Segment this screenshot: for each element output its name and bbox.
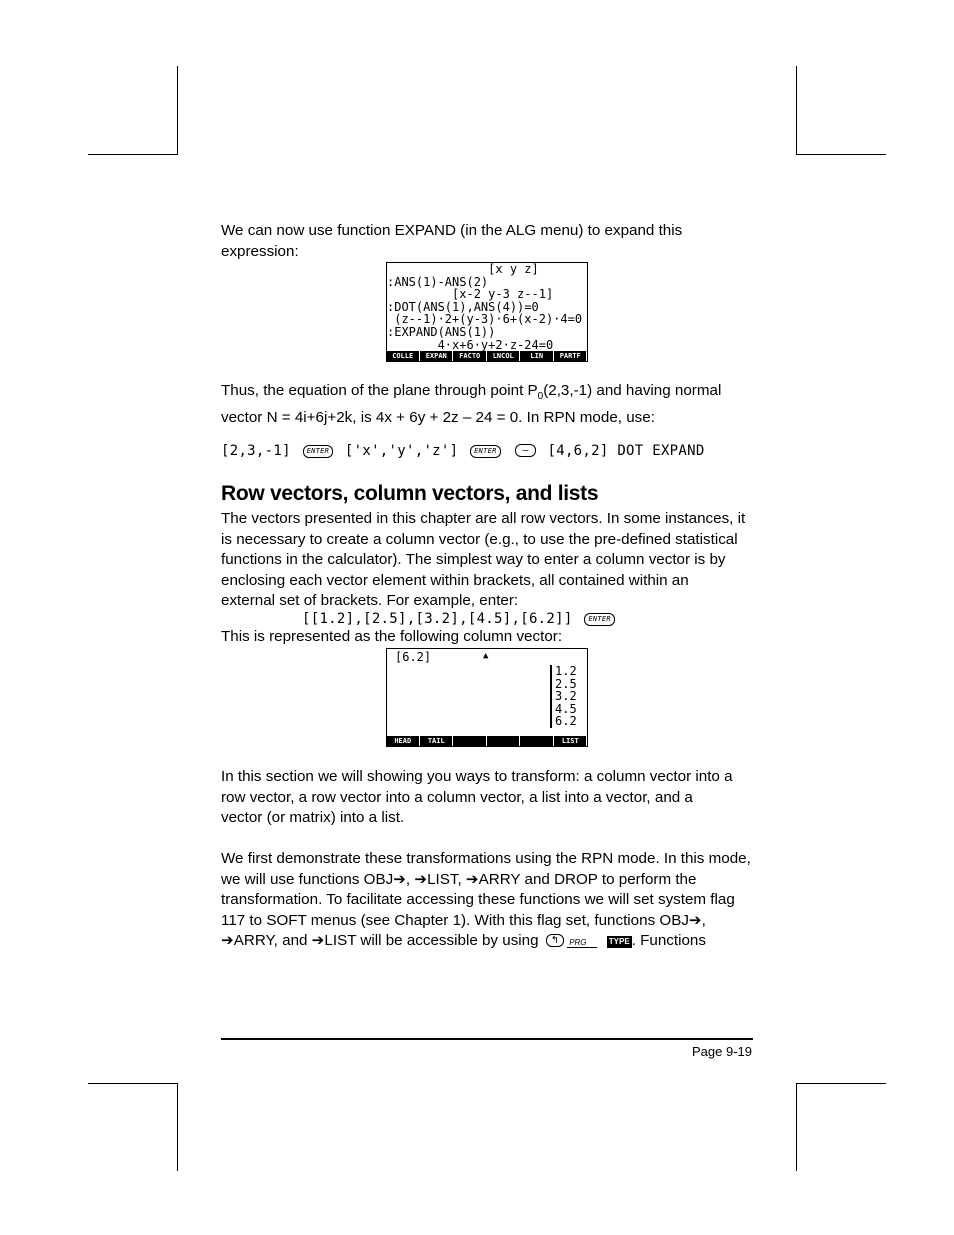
intro-line: expression: bbox=[221, 242, 299, 260]
plane-text: Thus, the equation of the plane through point P bbox=[221, 382, 538, 399]
crop-mark bbox=[796, 66, 797, 155]
column-vector-paragraph bbox=[221, 509, 761, 612]
crop-mark bbox=[796, 1083, 886, 1084]
crop-mark bbox=[88, 154, 178, 155]
soft-menu-key[interactable]: LIN bbox=[521, 351, 554, 361]
soft-menu-key[interactable]: PARTF bbox=[555, 351, 588, 361]
screen-line: (z--1)·2+(y-3)·6+(x-2)·4=0 bbox=[387, 313, 583, 326]
paragraph-line: functions in the calculator). The simplest way to enter a column vector is by bbox=[221, 551, 726, 568]
plane-paragraph bbox=[221, 381, 761, 428]
crop-mark bbox=[796, 1083, 797, 1171]
column-vector bbox=[550, 665, 585, 728]
example-input: [[1.2],[2.5],[3.2],[4.5],[6.2]] bbox=[302, 611, 573, 627]
rpn-keystrokes bbox=[221, 441, 761, 462]
vector-element: 1.2 bbox=[555, 665, 577, 678]
crop-mark bbox=[177, 66, 178, 155]
crop-mark bbox=[177, 1083, 178, 1171]
paragraph-line: transformation. To facilitate accessing these functions we will set system flag bbox=[221, 891, 735, 908]
paragraph-line: external set of brackets. For example, enter: bbox=[221, 592, 519, 609]
paragraph-line: 117 to SOFT menus (see Chapter 1). With this flag set, functions OBJ➔, bbox=[221, 911, 706, 929]
transform-paragraph bbox=[221, 767, 761, 829]
vector-element: 6.2 bbox=[555, 715, 577, 728]
soft-menu-key[interactable]: EXPAN bbox=[421, 351, 454, 361]
calculator-screen-expand bbox=[386, 262, 588, 362]
soft-menu-bar bbox=[387, 736, 587, 746]
enter-key-icon: ENTER bbox=[303, 445, 334, 458]
rpn-demo-paragraph bbox=[221, 849, 761, 954]
paragraph-line: we will use functions OBJ➔, ➔LIST, ➔ARRY and DROP to perform the bbox=[221, 870, 697, 888]
plane-line: vector N = 4i+6j+2k, is 4x + 6y + 2z – 24 = 0. In RPN mode, use: bbox=[221, 408, 655, 426]
paragraph-line: enclosing each vector element within brackets, all contained within an bbox=[221, 571, 689, 589]
vector-element: 3.2 bbox=[555, 690, 577, 703]
screen-line: :EXPAND(ANS(1)) bbox=[387, 325, 496, 339]
represented-line: This is represented as the following column vector: bbox=[221, 628, 563, 645]
soft-menu-key[interactable]: HEAD bbox=[387, 736, 420, 746]
soft-menu-key[interactable]: TAIL bbox=[421, 736, 454, 746]
soft-menu-key[interactable] bbox=[521, 736, 554, 746]
subscript: 0 bbox=[537, 391, 544, 403]
screen-line: :DOT(ANS(1),ANS(4))=0 bbox=[387, 300, 539, 314]
paragraph-text: . Functions bbox=[631, 932, 706, 949]
screen-line: [x-2 y-3 z--1] bbox=[387, 288, 554, 301]
paragraph-line: The vectors presented in this chapter are all row vectors. In some instances, it bbox=[221, 510, 746, 527]
intro-line: We can now use function EXPAND (in the ALG menu) to expand this bbox=[221, 222, 683, 239]
paragraph-line: We first demonstrate these transformations using the RPN mode. In this mode, bbox=[221, 850, 751, 867]
paragraph-line: row vector, a row vector into a column vector, a list into a vector, and a bbox=[221, 788, 693, 806]
soft-menu-key[interactable] bbox=[488, 736, 521, 746]
rpn-input: [2,3,-1] bbox=[221, 443, 291, 459]
paragraph-line bbox=[221, 931, 761, 954]
soft-menu-key[interactable]: LIST bbox=[555, 736, 588, 746]
soft-menu-key[interactable] bbox=[454, 736, 487, 746]
rpn-input: [4,6,2] DOT EXPAND bbox=[547, 443, 705, 459]
vector-element: 2.5 bbox=[555, 677, 577, 691]
paragraph-line: vector (or matrix) into a list. bbox=[221, 809, 405, 826]
plane-text: (2,3,-1) and having normal bbox=[543, 382, 722, 399]
paragraph-line: In this section we will showing you ways to transform: a column vector into a bbox=[221, 768, 733, 785]
left-shift-key-icon: ↰ bbox=[546, 934, 564, 947]
paragraph-line: is necessary to create a column vector (e.g., to use the pre-defined statistical bbox=[221, 530, 738, 548]
calculator-screen-column-vector bbox=[386, 648, 588, 747]
soft-menu-bar bbox=[387, 351, 587, 361]
type-softkey-icon: TYPE bbox=[608, 937, 630, 946]
intro-paragraph bbox=[221, 221, 761, 262]
footer-rule bbox=[221, 1038, 753, 1040]
screen-line: [x y z] bbox=[387, 263, 539, 276]
enter-key-icon: ENTER bbox=[470, 445, 501, 458]
paragraph-text: ➔ARRY, and ➔LIST will be accessible by using bbox=[221, 932, 539, 949]
screen-line: 4·x+6·y+2·z-24=0 bbox=[387, 338, 554, 352]
stack-top-value: [6.2] bbox=[395, 650, 432, 664]
crop-mark bbox=[796, 154, 886, 155]
plane-line bbox=[221, 381, 761, 408]
page-number: Page 9-19 bbox=[692, 1044, 752, 1059]
prg-key-label: PRG bbox=[567, 938, 596, 948]
section-heading: Row vectors, column vectors, and lists bbox=[221, 482, 599, 505]
crop-mark bbox=[88, 1083, 178, 1084]
soft-menu-key[interactable]: FACTO bbox=[454, 351, 487, 361]
vector-element: 4.5 bbox=[555, 702, 577, 716]
screen-line: :ANS(1)-ANS(2) bbox=[387, 275, 489, 289]
minus-key-icon: – bbox=[515, 444, 535, 457]
soft-menu-key[interactable]: COLLE bbox=[387, 351, 420, 361]
arrow-up-icon: ▲ bbox=[483, 651, 489, 661]
rpn-input: ['x','y','z'] bbox=[344, 443, 459, 459]
soft-menu-key[interactable]: LNCOL bbox=[488, 351, 521, 361]
enter-key-icon: ENTER bbox=[584, 613, 615, 626]
